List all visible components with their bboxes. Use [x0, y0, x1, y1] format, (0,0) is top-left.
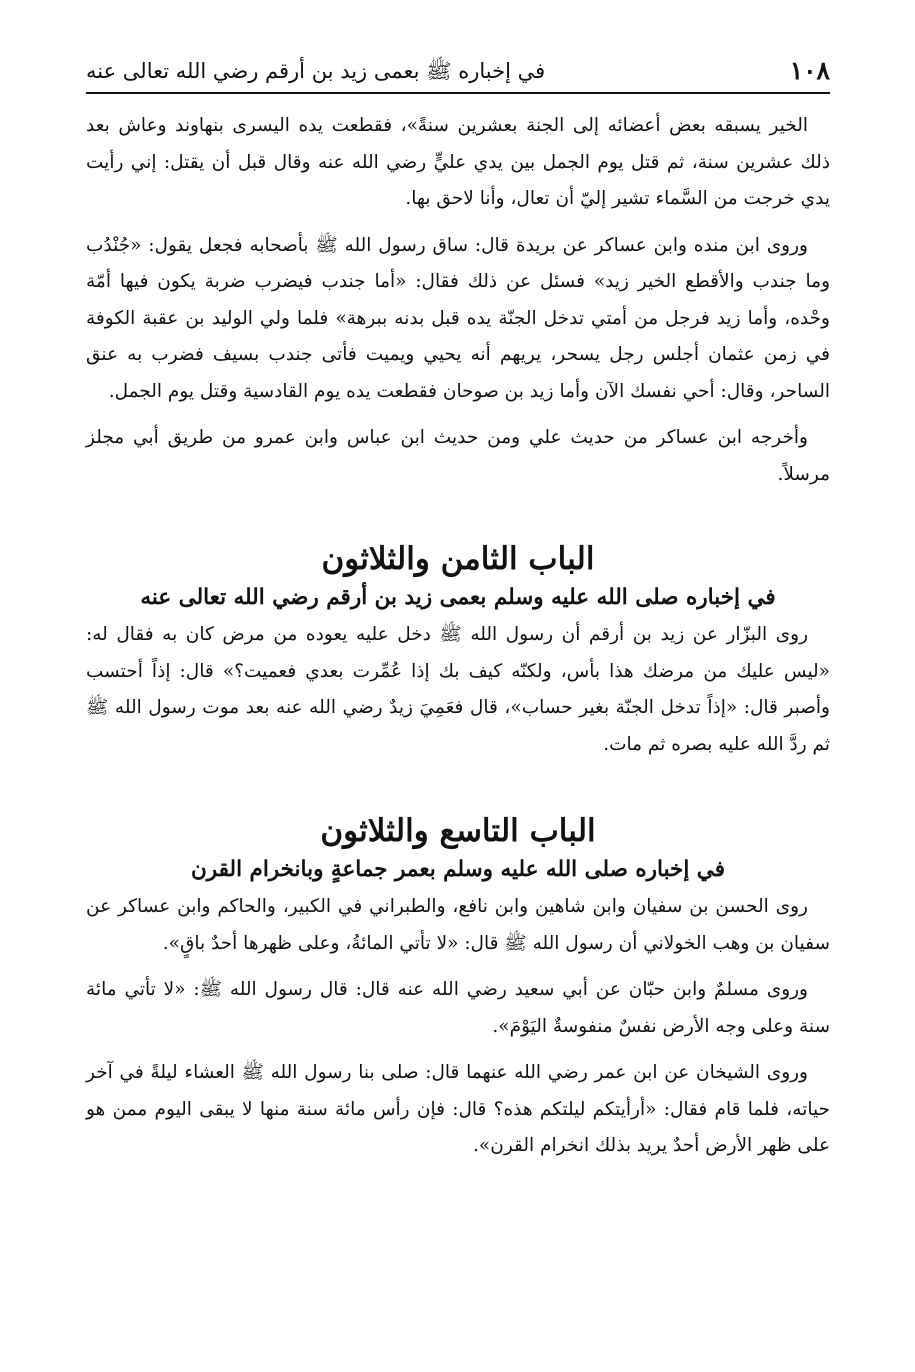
paragraph: روى البزّار عن زيد بن أرقم أن رسول الله ﷺ دخل عليه يعوده من مرض كان به فقال له: «ليس عليك من مرضك هذا بأس، ولكنّه كيف بك إذا عُمِّرت بعدي فعميت؟» قال: إذاً أحتسب وأصبر قال: «إذاً تدخل الجنّة بغير حساب»، قال فعَمِيَ زيدٌ رضي الله عنه بعد موت رسول الله ﷺ ثم ردَّ الله عليه بصره ثم مات. [86, 624, 830, 755]
paragraph: وأخرجه ابن عساكر من حديث علي ومن حديث ابن عباس وابن عمرو من طريق أبي مجلز مرسلاً. [86, 427, 830, 485]
paragraph: وروى الشيخان عن ابن عمر رضي الله عنهما قال: صلى بنا رسول الله ﷺ العشاء ليلةً في آخر حياته، فلما قام فقال: «أرأيتكم ليلتكم هذه؟ قال: فإن رأس مائة سنة منها لا يبقى اليوم ممن هو على ظهر الأرض أحدٌ يريد بذلك انخرام القرن». [86, 1062, 830, 1156]
chapter-title: الباب الثامن والثلاثون [321, 541, 595, 577]
chapter-subtitle: في إخباره صلى الله عليه وسلم بعمر جماعةٍ وبانخرام القرن [190, 857, 725, 882]
paragraph: الخير يسبقه بعض أعضائه إلى الجنة بعشرين سنةً»، فقطعت يده اليسرى بنهاوند وعاش بعد ذلك عشرين سنة، ثم قتل يوم الجمل بين يدي عليٍّ رضي الله عنه وقال قبل أن يقتل: إني رأيت يدي خرجت من السَّماء تشير إليّ أن تعال، وأنا لاحق بها. [86, 115, 830, 209]
paragraph: روى الحسن بن سفيان وابن شاهين وابن نافع، والطبراني في الكبير، والحاكم وابن عساكر عن سفيان بن وهب الخولاني أن رسول الله ﷺ قال: «لا تأتي المائةُ، وعلى ظهرها أحدٌ باقٍ». [86, 896, 830, 954]
chapter-title: الباب التاسع والثلاثون [320, 813, 596, 849]
paragraph: وروى مسلمٌ وابن حبّان عن أبي سعيد رضي الله عنه قال: قال رسول الله ﷺ: «لا تأتي مائة سنة وعلى وجه الأرض نفسٌ منفوسةٌ اليَوْمَ». [86, 979, 830, 1037]
page-number: ١٠٨ [789, 56, 830, 85]
chapter-38 [86, 537, 830, 763]
chapter-39 [86, 809, 830, 1165]
section-continuation [86, 108, 830, 493]
page-body [86, 108, 830, 1175]
paragraph: وروى ابن منده وابن عساكر عن بريدة قال: ساق رسول الله ﷺ بأصحابه فجعل يقول: «جُنْدُب وما جندب والأقطع الخير زيد» فسئل عن ذلك فقال: «أما جندب فيضرب ضربة يكون فيها أمّة وحْده، وأما زيد فرجل من أمتي تدخل الجنّة يده قبل بدنه ببرهة» فلما ولي الوليد بن عقبة الكوفة في زمن عثمان أجلس رجل يسحر، يريهم أنه يحيي ويميت فأتى جندب بسيف فضرب به عنق الساحر، وقال: أحي نفسك الآن وأما زيد بن صوحان فقطعت يده يوم القادسية وقتل يوم الجمل. [86, 234, 830, 402]
page-header [86, 52, 830, 94]
chapter-subtitle: في إخباره صلى الله عليه وسلم بعمى زيد بن أرقم رضي الله تعالى عنه [140, 585, 776, 610]
running-title: في إخباره ﷺ بعمى زيد بن أرقم رضي الله تعالى عنه [86, 59, 546, 83]
